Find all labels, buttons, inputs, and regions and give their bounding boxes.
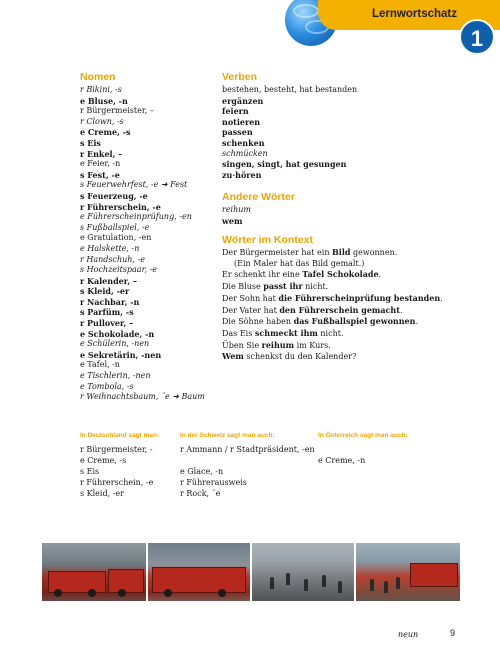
kontext-heading: Wörter im Kontext [222,234,314,246]
nomen-entry: r Führerschein, -e [80,201,161,212]
nomen-entry: r Bikini, -s [80,85,122,94]
kontext-text: (Ein Maler hat das Bild gemalt.) [234,258,365,268]
kontext-sentence [222,340,443,352]
kontext-text: Er schenkt ihr eine [222,270,303,280]
kontext-text: Der Sohn hat [222,293,279,303]
regional-de-entry: s Eis [80,467,100,476]
andere-entry: reihum [222,205,252,214]
regional-at-heading: In Österreich sagt man auch: [318,432,408,439]
regional-at-entry [318,477,365,488]
regional-ch-entry: e Glace, -n [180,467,224,476]
nomen-entry: e Schokolade, -n [80,328,155,339]
nomen-entry: e Tischlerin, -nen [80,371,151,381]
verb-entry: schmücken [222,148,268,158]
nomen-entry: s Eis [80,137,101,148]
verb-entry: passen [222,127,253,138]
regional-at-entry [318,466,365,477]
andere-woerter-list [222,205,251,226]
regional-at-list [318,444,365,499]
verb-entry: schenken [222,137,265,148]
kontext-text: nicht. [302,282,329,292]
photo-fire-trucks-1 [42,543,146,605]
photo-festival [356,543,460,605]
kontext-sentence [222,247,443,259]
nomen-entry: r Handschuh, -e [80,254,145,264]
regional-de-heading: In Deutschland sagt man: [80,432,160,439]
kontext-text: nicht. [317,328,344,338]
nomen-entry: s Feuerwehrfest, -e ➜ Fest [80,180,188,190]
kontext-keyword: passt ihr [263,281,303,292]
verben-list [222,85,357,180]
kontext-sentences [222,247,443,363]
nomen-entry: r Nachbar, -n [80,296,140,307]
nomen-entry: e Tafel, -n [80,360,120,370]
regional-de-entry: r Bürgermeister, - [80,445,153,454]
kontext-sentence [222,281,443,293]
nomen-entry: r Clown, -s [80,116,124,126]
nomen-entry: r Kalender, – [80,275,137,286]
andere-woerter-heading: Andere Wörter [222,191,295,203]
nomen-entry: s Hochzeitspaar, -e [80,265,158,275]
verb-entry: ergänzen [222,95,264,106]
verben-heading: Verben [222,71,258,83]
kontext-text: gewonnen. [350,248,398,257]
regional-ch-entry: r Ammann / r Stadtpräsident, -en [180,445,315,454]
nomen-list [80,85,205,403]
kontext-text: Üben Sie [222,340,262,350]
kontext-sentence [222,259,443,270]
nomen-entry: r Weihnachtsbaum, ¨e ➜ Baum [80,392,205,402]
verb-entry: feiern [222,106,249,117]
kontext-keyword: reihum [261,339,295,350]
kontext-text: . [440,293,443,303]
regional-ch-entry: r Führerausweis [180,478,247,487]
kontext-sentence [222,293,443,305]
nomen-entry: e Bluse, -n [80,95,128,106]
nomen-entry: e Gratulation, -en [80,233,152,243]
andere-entry: wem [222,215,243,226]
nomen-heading: Nomen [80,71,116,83]
verb-entry: singen, singt, hat gesungen [222,159,347,170]
kontext-sentence [222,351,443,363]
photo-fire-trucks-2 [148,543,250,605]
nomen-entry: r Enkel, – [80,148,123,159]
regional-ch-list [180,444,315,499]
regional-at-entry [318,444,365,455]
kontext-keyword: schmeckt ihm [254,327,318,338]
kontext-text: schenkst du den Kalender? [243,352,357,362]
nomen-entry: s Fußballspiel, -e [80,222,150,232]
kontext-text: Die Söhne haben [222,317,294,327]
kontext-text: Die Bluse [222,282,264,292]
regional-de-entry: r Führerschein, -e [80,478,154,487]
kontext-sentence [222,316,443,328]
regional-ch-heading: In der Schweiz sagt man auch: [180,432,275,439]
nomen-entry: s Feuerzeug, -e [80,190,148,201]
regional-de-entry: e Creme, -s [80,456,127,465]
verb-entry: notieren [222,116,261,127]
kontext-keyword: Tafel Schokolade [302,269,379,280]
page-number: 9 [450,628,456,638]
regional-ch-entry: r Rock, ¨e [180,489,221,498]
page-header [0,0,500,50]
verb-entry: bestehen, besteht, hat bestanden [222,85,358,94]
kontext-keyword: den Führerschein gemacht [279,304,400,315]
kontext-sentence [222,328,443,340]
kontext-text: im Kurs. [294,340,331,350]
regional-de-entry: s Kleid, -er [80,489,124,498]
nomen-entry: e Sekretärin, -nen [80,349,162,360]
kontext-text: . [399,305,403,315]
nomen-entry: e Tombola, -s [80,381,134,391]
nomen-entry: e Schülerin, -nen [80,339,150,349]
nomen-entry: e Creme, -s [80,127,131,138]
photo-crowd [252,543,354,605]
nomen-entry: e Führerscheinprüfung, -en [80,212,192,222]
regional-ch-entry [180,455,315,466]
kontext-sentence [222,269,443,281]
nomen-entry: e Halskette, -n [80,243,140,253]
kontext-keyword: die Führerscheinprüfung bestanden [278,292,441,303]
kontext-keyword: das Fußballspiel gewonnen [293,316,416,327]
nomen-entry: r Pullover, – [80,318,134,329]
nomen-entry: r Bürgermeister, – [80,106,154,116]
regional-at-entry [318,488,365,499]
nomen-entry: s Fest, -e [80,169,120,180]
nomen-entry: s Kleid, -er [80,286,130,297]
photo-strip [42,543,460,605]
regional-at-entry: e Creme, -n [318,456,366,465]
kontext-text: Das Eis [222,328,255,338]
regional-de-list [80,444,153,499]
page-number-word: neun [398,630,419,639]
verb-entry: zu·hören [222,169,262,180]
kontext-keyword: Wem [222,351,244,362]
kontext-text: Der Vater hat [222,305,280,315]
kontext-sentence [222,305,443,317]
nomen-entry: s Parfüm, -s [80,307,134,318]
kontext-text: . [415,317,419,327]
kontext-text: Der Bürgermeister hat ein [222,248,333,257]
kontext-text: . [378,270,382,280]
nomen-entry: e Feier, -n [80,159,121,169]
kontext-keyword: Bild [332,247,351,257]
lesson-number-badge: 1 [459,19,495,55]
page-title: Lernwortschatz [372,8,457,20]
